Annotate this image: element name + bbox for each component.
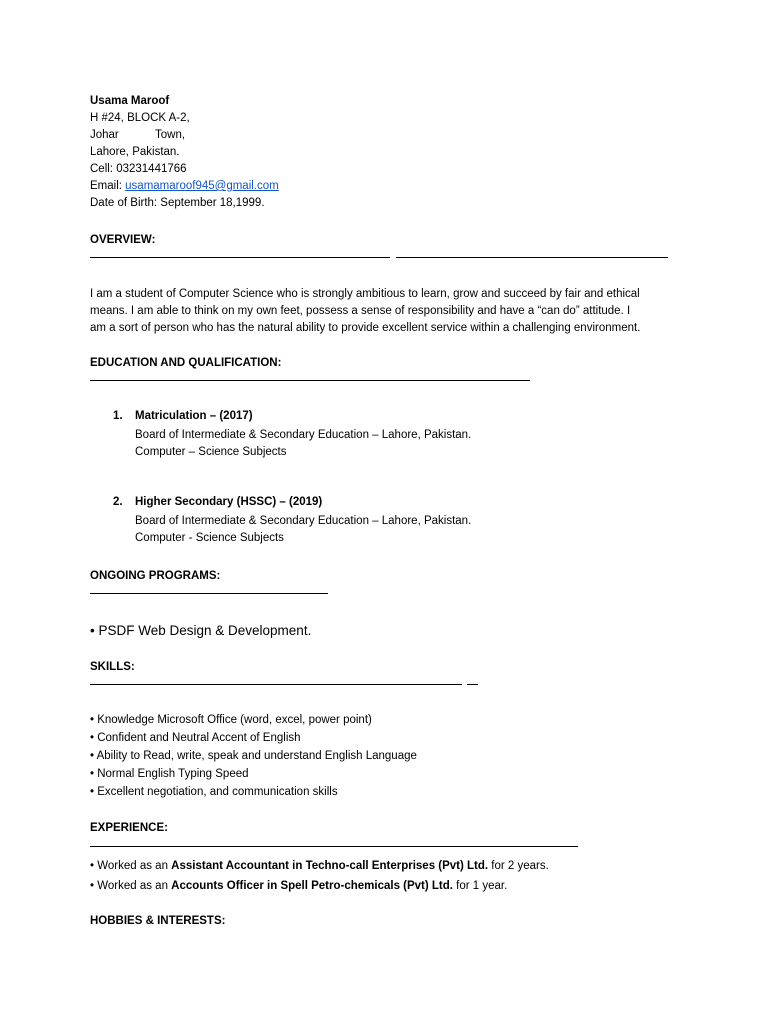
education-item-1-subjects: Computer – Science Subjects (135, 446, 287, 458)
overview-line-1: I am a student of Computer Science who is strongly ambitious to learn, grow and succeed by fair and ethical (90, 288, 640, 300)
email-link[interactable]: usamamaroof945@gmail.com (125, 180, 279, 192)
ongoing-program-item: • PSDF Web Design & Development. (90, 623, 312, 638)
skills-heading: SKILLS: (90, 661, 135, 673)
overview-divider-right (396, 257, 668, 258)
education-item-2-subjects: Computer - Science Subjects (135, 532, 284, 544)
date-of-birth: Date of Birth: September 18,1999. (90, 197, 265, 209)
overview-line-2: means. I am able to think on my own feet, possess a sense of responsibility and have a “can do” attitude. I (90, 305, 631, 317)
address-line-2-part-b: Town, (155, 129, 186, 141)
applicant-name: Usama Maroof (90, 95, 170, 107)
ongoing-programs-divider (90, 593, 328, 594)
education-item-2-title: 2. Higher Secondary (HSSC) – (2019) (113, 494, 322, 511)
hobbies-heading: HOBBIES & INTERESTS: (90, 915, 226, 927)
experience-item-1: • Worked as an Assistant Accountant in Techno-call Enterprises (Pvt) Ltd. for 2 years. (90, 860, 549, 872)
education-item-1-board: Board of Intermediate & Secondary Education – Lahore, Pakistan. (135, 429, 472, 441)
education-heading: EDUCATION AND QUALIFICATION: (90, 357, 282, 369)
overview-divider-left (90, 257, 390, 258)
skill-item: • Confident and Neutral Accent of English (90, 732, 301, 744)
experience-divider (90, 846, 578, 847)
experience-heading: EXPERIENCE: (90, 822, 168, 834)
education-divider (90, 380, 530, 381)
email-line (90, 178, 279, 195)
overview-line-3: am a sort of person who has the natural ability to provide excellent service within a challenging environment. (90, 322, 641, 334)
education-item-1-number: 1. (113, 410, 123, 422)
education-item-1-title: 1. Matriculation – (2017) (113, 408, 253, 425)
skill-item: • Ability to Read, write, speak and understand English Language (90, 750, 417, 762)
address-line-1: H #24, BLOCK A-2, (90, 112, 190, 124)
education-item-2-number: 2. (113, 496, 123, 508)
skills-divider-left (90, 684, 462, 685)
skill-item: • Knowledge Microsoft Office (word, excel, power point) (90, 714, 372, 726)
skill-item: • Excellent negotiation, and communication skills (90, 786, 338, 798)
education-item-2-board: Board of Intermediate & Secondary Education – Lahore, Pakistan. (135, 515, 472, 527)
ongoing-programs-heading: ONGOING PROGRAMS: (90, 570, 221, 582)
overview-heading: OVERVIEW: (90, 234, 156, 246)
address-line-3: Lahore, Pakistan. (90, 146, 180, 158)
cell-number: Cell: 03231441766 (90, 163, 187, 175)
experience-item-2: • Worked as an Accounts Officer in Spell Petro-chemicals (Pvt) Ltd. for 1 year. (90, 880, 508, 892)
address-line-2-part-a: Johar (90, 129, 119, 141)
skill-item: • Normal English Typing Speed (90, 768, 249, 780)
skills-divider-right (467, 684, 478, 685)
email-label: Email: (90, 180, 126, 192)
